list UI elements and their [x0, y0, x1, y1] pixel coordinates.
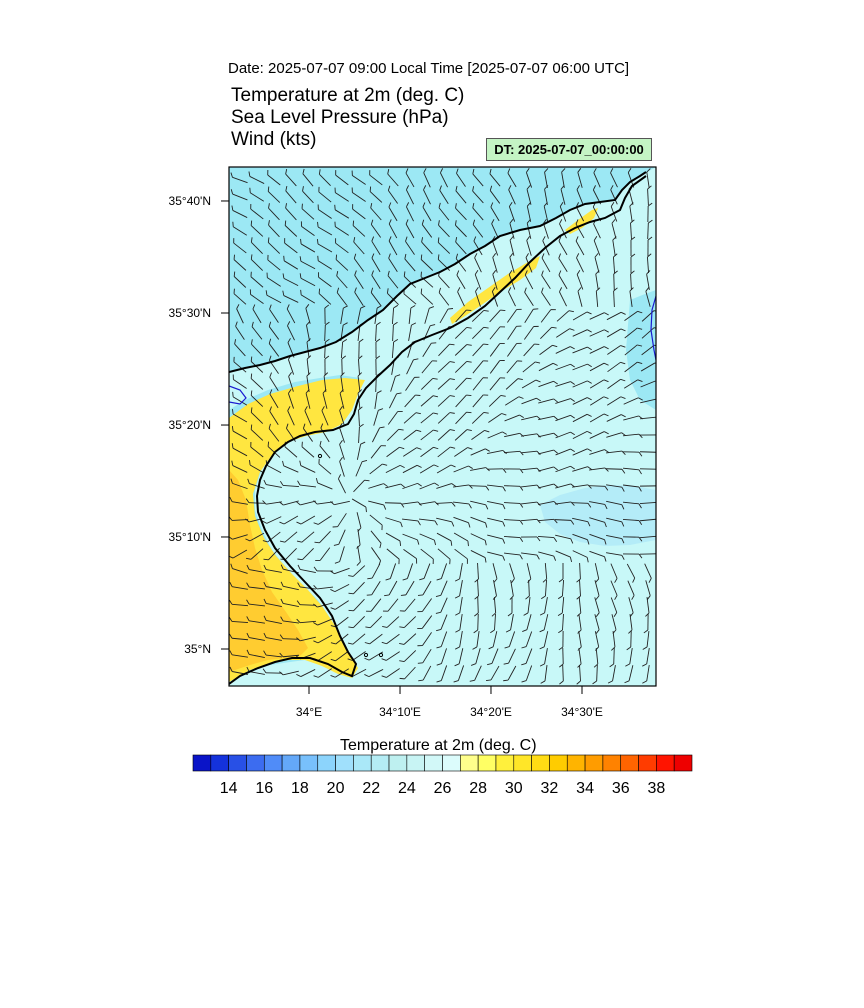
- colorbar-swatch: [264, 755, 282, 771]
- colorbar-swatch: [246, 755, 264, 771]
- date-line: Date: 2025-07-07 09:00 Local Time [2025-07-07 06:00 UTC]: [228, 60, 630, 77]
- colorbar-swatch: [300, 755, 318, 771]
- colorbar-swatch: [656, 755, 674, 771]
- colorbar-swatch: [460, 755, 478, 771]
- lat-tick-label: 35°30'N: [168, 306, 211, 321]
- colorbar-swatch: [336, 755, 354, 771]
- field-title-wind: Wind (kts): [231, 129, 317, 150]
- lon-tick-label: 34°10'E: [379, 705, 421, 719]
- colorbar-swatch: [567, 755, 585, 771]
- colorbar-swatch: [603, 755, 621, 771]
- colorbar-label: 22: [362, 780, 381, 797]
- lon-tick-label: 34°E: [295, 705, 323, 719]
- colorbar-swatch: [282, 755, 300, 771]
- colorbar: [193, 755, 692, 797]
- lat-tick-label: 35°40'N: [168, 193, 211, 208]
- colorbar-label: 32: [540, 780, 559, 797]
- lat-tick-label: 35°20'N: [168, 418, 211, 433]
- colorbar-label: 14: [219, 780, 238, 797]
- lat-tick-label: 35°10'N: [168, 529, 211, 544]
- colorbar-swatch: [549, 755, 567, 771]
- colorbar-label: 34: [576, 780, 594, 797]
- lat-tick-label: 35°N: [184, 642, 211, 656]
- colorbar-title: Temperature at 2m (deg. C): [340, 737, 537, 754]
- map-plot-area: [228, 167, 659, 686]
- field-title-temperature: Temperature at 2m (deg. C): [231, 85, 465, 106]
- colorbar-swatch: [674, 755, 692, 771]
- colorbar-swatch: [407, 755, 425, 771]
- colorbar-label: 36: [611, 780, 630, 797]
- colorbar-swatch: [496, 755, 514, 771]
- colorbar-swatch: [621, 755, 639, 771]
- colorbar-swatch: [353, 755, 371, 771]
- latitude-axis: [169, 194, 229, 656]
- longitude-axis: [296, 686, 603, 719]
- colorbar-swatch: [639, 755, 657, 771]
- lon-tick-label: 34°20'E: [470, 705, 512, 719]
- colorbar-swatch: [318, 755, 336, 771]
- colorbar-swatch: [389, 755, 407, 771]
- lon-tick-label: 34°30'E: [561, 705, 603, 719]
- colorbar-swatch: [443, 755, 461, 771]
- dt-label: DT: 2025-07-07_00:00:00: [486, 138, 652, 161]
- colorbar-swatch: [478, 755, 496, 771]
- colorbar-swatch: [229, 755, 247, 771]
- colorbar-swatch: [585, 755, 603, 771]
- colorbar-swatch: [371, 755, 389, 771]
- colorbar-label: 20: [326, 780, 345, 797]
- field-title-pressure: Sea Level Pressure (hPa): [231, 107, 449, 128]
- colorbar-swatch: [514, 755, 532, 771]
- colorbar-label: 26: [433, 780, 452, 797]
- colorbar-swatch: [211, 755, 229, 771]
- colorbar-label: 24: [397, 780, 416, 797]
- colorbar-swatch: [193, 755, 211, 771]
- colorbar-label: 18: [291, 780, 309, 797]
- colorbar-label: 30: [504, 780, 523, 797]
- colorbar-swatch: [425, 755, 443, 771]
- colorbar-label: 16: [255, 780, 274, 797]
- colorbar-swatch: [532, 755, 550, 771]
- colorbar-label: 38: [647, 780, 666, 797]
- colorbar-label: 28: [469, 780, 488, 797]
